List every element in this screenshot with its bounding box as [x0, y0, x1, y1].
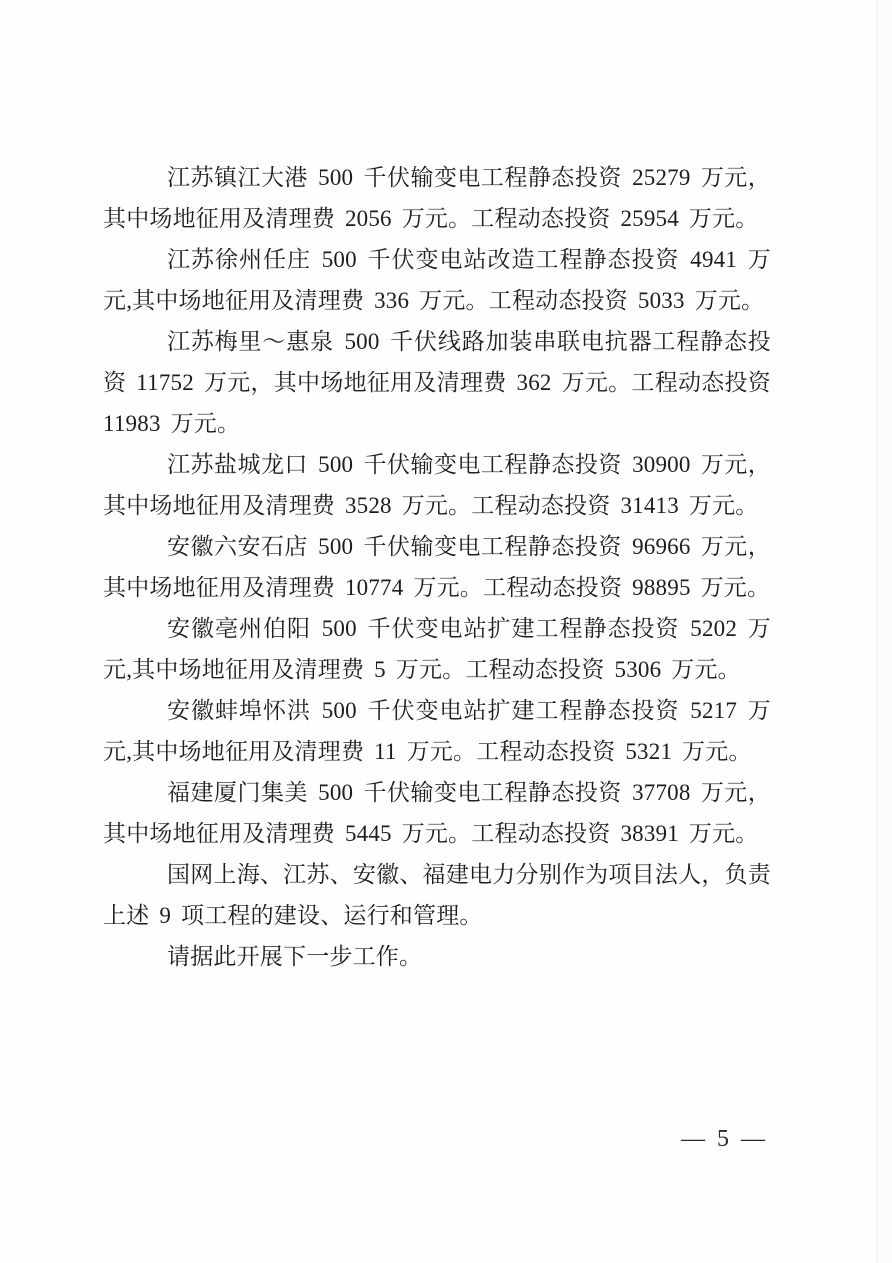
paragraph-project-luan-shidian: 安徽六安石店 500 千伏输变电工程静态投资 96966 万元，其中场地征用及清理费 10774 万元。工程动态投资 98895 万元。	[103, 534, 771, 600]
paragraph-project-meili-huiquan: 江苏梅里～惠泉 500 千伏线路加装串联电抗器工程静态投资 11752 万元，其中场地征用及清理费 362 万元。工程动态投资 11983 万元。	[103, 329, 771, 436]
paragraph-legal-entities: 国网上海、江苏、安徽、福建电力分别作为项目法人，负责上述 9 项工程的建设、运行和管理。	[103, 862, 771, 928]
paragraph-project-bengbu-huaihong: 安徽蚌埠怀洪 500 千伏变电站扩建工程静态投资 5217 万元,其中场地征用及清理费 11 万元。工程动态投资 5321 万元。	[103, 698, 771, 764]
paragraph-project-xuzhou-renzhuang: 江苏徐州任庄 500 千伏变电站改造工程静态投资 4941 万元,其中场地征用及清理费 336 万元。工程动态投资 5033 万元。	[103, 247, 771, 313]
paragraph-project-yancheng-longkou: 江苏盐城龙口 500 千伏输变电工程静态投资 30900 万元，其中场地征用及清理费 3528 万元。工程动态投资 31413 万元。	[103, 452, 771, 518]
page-number: — 5 —	[681, 1126, 768, 1152]
document-body	[103, 157, 771, 977]
paragraph-project-xiamen-jimei: 福建厦门集美 500 千伏输变电工程静态投资 37708 万元，其中场地征用及清理费 5445 万元。工程动态投资 38391 万元。	[103, 780, 771, 846]
paragraph-project-zhenjiang-dagang: 江苏镇江大港 500 千伏输变电工程静态投资 25279 万元，其中场地征用及清理费 2056 万元。工程动态投资 25954 万元。	[103, 165, 771, 231]
scan-edge-artifact	[876, 0, 892, 1263]
paragraph-closing-instruction: 请据此开展下一步工作。	[167, 944, 423, 969]
paragraph-project-bozhou-boyang: 安徽亳州伯阳 500 千伏变电站扩建工程静态投资 5202 万元,其中场地征用及清理费 5 万元。工程动态投资 5306 万元。	[103, 616, 771, 682]
